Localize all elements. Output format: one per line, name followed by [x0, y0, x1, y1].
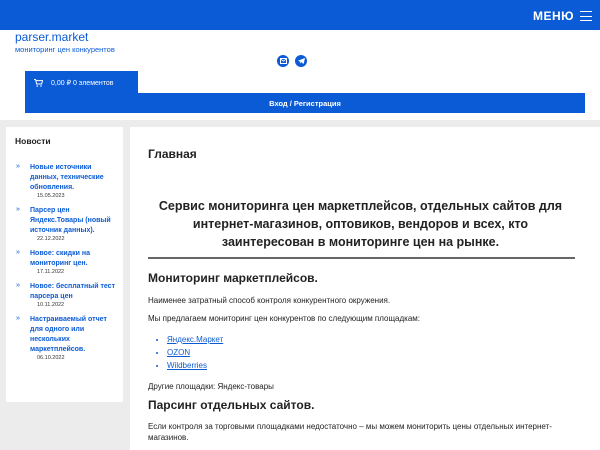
chevron-right-icon: »: [16, 249, 20, 256]
news-date: 10.11.2022: [37, 302, 65, 308]
news-link[interactable]: Парсер цен Яндекс.Товары (новый источник данных).: [30, 207, 111, 234]
link-wildberries[interactable]: Wildberries: [167, 361, 208, 370]
list-item: [167, 333, 223, 346]
news-item: [16, 282, 120, 309]
section-heading-marketplaces: Мониторинг маркетплейсов.: [148, 271, 318, 285]
divider: [148, 257, 575, 259]
menu-button[interactable]: [533, 9, 592, 23]
hero-text: Сервис мониторинга цен маркетплейсов, отдельных сайтов для интернет-магазинов, оптовиков, вендоров и всех, кто заинтересован в мониторинге цен на рынке.: [158, 199, 563, 249]
email-icon[interactable]: [277, 55, 289, 67]
news-date: 17.11.2022: [37, 269, 65, 275]
section-paragraph: Если контроля за торговыми площадками недостаточно – мы можем мониторить цены отдельных интернет-магазинов.: [148, 422, 552, 442]
login-register-button[interactable]: [25, 93, 585, 113]
news-link[interactable]: Новое: скидки на мониторинг цен.: [30, 250, 91, 267]
news-item: [16, 315, 120, 362]
news-link[interactable]: Новое: бесплатный тест парсера цен: [30, 283, 116, 300]
news-item: [16, 206, 120, 243]
login-register-label: Вход / Регистрация: [269, 98, 341, 108]
chevron-right-icon: »: [16, 315, 20, 322]
news-item: [16, 249, 120, 276]
news-date: 22.12.2022: [37, 236, 65, 242]
link-yandex-market[interactable]: Яндекс.Маркет: [167, 335, 224, 344]
cart-button[interactable]: [25, 71, 138, 94]
news-sidebar: [6, 127, 123, 402]
chevron-right-icon: »: [16, 163, 20, 170]
news-link[interactable]: Настраиваемый отчет для одного или нескольких маркетплейсов.: [30, 316, 107, 353]
menu-label: МЕНЮ: [532, 9, 574, 23]
site-tagline: мониторинг цен конкурентов: [15, 45, 115, 54]
news-date: 15.05.2023: [37, 193, 65, 199]
chevron-right-icon: »: [16, 282, 20, 289]
telegram-icon[interactable]: [295, 55, 307, 67]
cart-summary: 0,00 ₽ 0 элементов: [51, 79, 114, 87]
news-date: 06.10.2022: [37, 355, 65, 361]
list-item: [167, 346, 223, 359]
section-heading-sites: Парсинг отдельных сайтов.: [148, 398, 315, 412]
main-content: [130, 127, 600, 450]
site-title[interactable]: parser.market: [15, 30, 89, 44]
cart-icon: [34, 74, 43, 92]
news-item: [16, 163, 120, 200]
social-links: [277, 55, 307, 67]
sidebar-title: Новости: [15, 136, 51, 146]
top-bar: [0, 0, 600, 30]
chevron-right-icon: »: [16, 206, 20, 213]
section-paragraph: Мы предлагаем мониторинг цен конкурентов по следующим площадкам:: [148, 314, 420, 323]
section-paragraph: Наименее затратный способ контроля конкурентного окружения.: [148, 296, 391, 305]
other-platforms-text: Другие площадки: Яндекс-товары: [148, 382, 274, 391]
news-list: [16, 163, 120, 368]
hamburger-icon: [580, 11, 592, 21]
news-link[interactable]: Новые источники данных, технические обновления.: [30, 164, 104, 191]
list-item: [167, 359, 223, 372]
marketplace-links: [157, 333, 223, 372]
page-title: Главная: [148, 147, 197, 161]
site-header: [0, 30, 600, 120]
link-ozon[interactable]: OZON: [167, 348, 191, 357]
